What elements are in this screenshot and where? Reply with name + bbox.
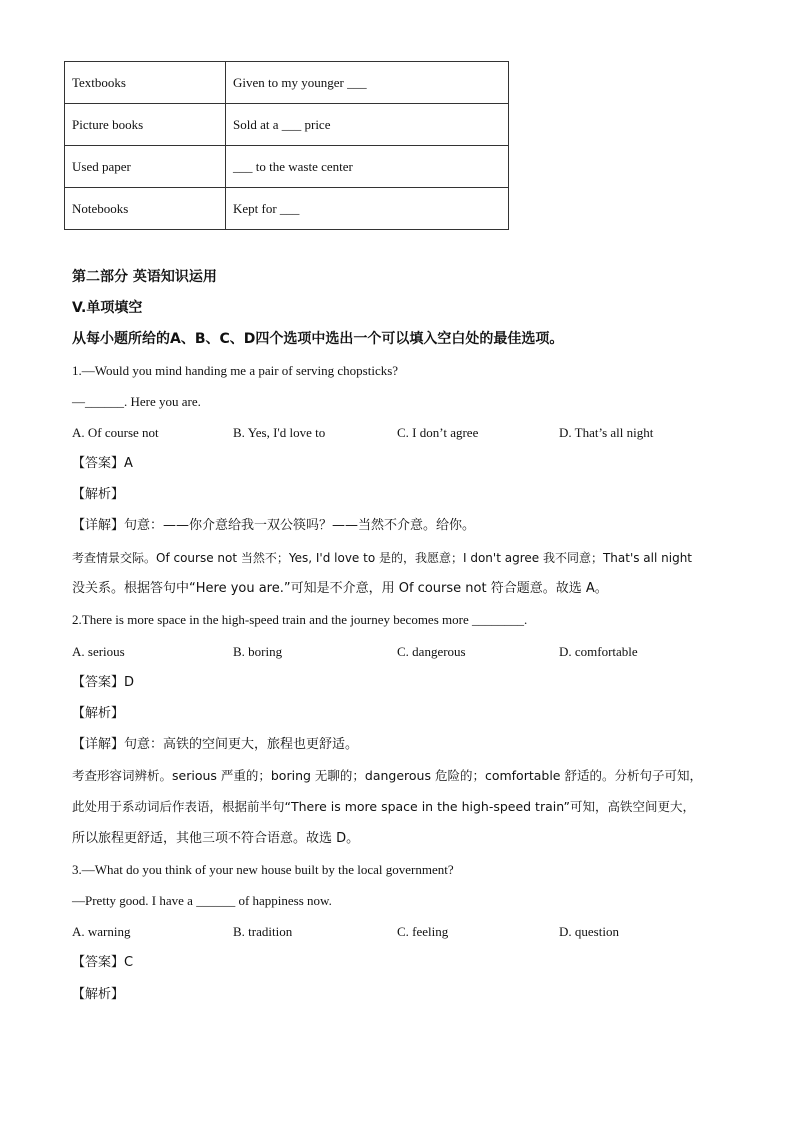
question-1-option-b: B. Yes, I'd love to	[233, 425, 326, 440]
question-2-option-a: A. serious	[72, 644, 125, 659]
question-2-answer: 【答案】D	[72, 675, 135, 690]
table-cell-action: Given to my younger ___	[226, 62, 509, 104]
question-1-explanation-2: 没关系。根据答句中“Here you are.”可知是不介意，用 Of course not 符合题意。故选 A。	[72, 581, 608, 596]
table-cell-item: Textbooks	[65, 62, 226, 104]
table-row	[65, 104, 509, 146]
table-cell-action: Sold at a ___ price	[226, 104, 509, 146]
question-1-detail: 【详解】句意：——你介意给我一双公筷吗？——当然不介意。给你。	[72, 518, 476, 533]
table-cell-item: Picture books	[65, 104, 226, 146]
table-cell-action: ___ to the waste center	[226, 146, 509, 188]
section-subtitle: V.单项填空	[72, 300, 143, 316]
question-1-option-c: C. I don’t agree	[397, 425, 479, 440]
question-3-option-c: C. feeling	[397, 924, 449, 939]
question-2-option-d: D. comfortable	[559, 644, 638, 659]
question-3-option-a: A. warning	[72, 924, 131, 939]
section-instruction: 从每小题所给的A、B、C、D四个选项中选出一个可以填入空白处的最佳选项。	[72, 331, 564, 347]
question-2-option-b: B. boring	[233, 644, 283, 659]
table-cell-item: Used paper	[65, 146, 226, 188]
question-1-answer: 【答案】A	[72, 456, 133, 471]
question-1-explanation-1: 考查情景交际。Of course not 当然不；Yes, I'd love to 是的，我愿意；I don't agree 我不同意；That's all night	[72, 551, 693, 565]
question-2-detail: 【详解】句意：高铁的空间更大，旅程也更舒适。	[72, 737, 359, 752]
question-3-analysis-label: 【解析】	[72, 987, 125, 1002]
question-2-explanation-3: 所以旅程更舒适，其他三项不符合语意。故选 D。	[72, 831, 360, 846]
question-3-reply: —Pretty good. I have a ______ of happiness now.	[72, 893, 332, 908]
question-2-stem: 2.There is more space in the high-speed train and the journey becomes more ________.	[72, 612, 528, 627]
question-1-reply: —______. Here you are.	[72, 394, 201, 409]
question-1-option-d: D. That’s all night	[559, 425, 654, 440]
question-2-option-c: C. dangerous	[397, 644, 466, 659]
table-row	[65, 146, 509, 188]
table-row	[65, 188, 509, 230]
table-row	[65, 62, 509, 104]
question-1-analysis-label: 【解析】	[72, 487, 125, 502]
table-cell-action: Kept for ___	[226, 188, 509, 230]
question-3-option-d: D. question	[559, 924, 619, 939]
gift-table	[64, 61, 509, 230]
question-3-answer: 【答案】C	[72, 955, 134, 970]
question-2-analysis-label: 【解析】	[72, 706, 125, 721]
question-3-stem: 3.—What do you think of your new house built by the local government?	[72, 862, 454, 877]
part-title: 第二部分 英语知识运用	[72, 269, 217, 285]
question-2-explanation-1: 考查形容词辨析。serious 严重的；boring 无聊的；dangerous 危险的；comfortable 舒适的。分析句子可知，	[72, 768, 702, 783]
question-3-option-b: B. tradition	[233, 924, 293, 939]
question-1-stem: 1.—Would you mind handing me a pair of serving chopsticks?	[72, 363, 399, 378]
question-1-option-a: A. Of course not	[72, 425, 159, 440]
table-cell-item: Notebooks	[65, 188, 226, 230]
question-2-explanation-2: 此处用于系动词后作表语，根据前半句“There is more space in the high-speed train”可知，高铁空间更大，	[72, 799, 695, 814]
